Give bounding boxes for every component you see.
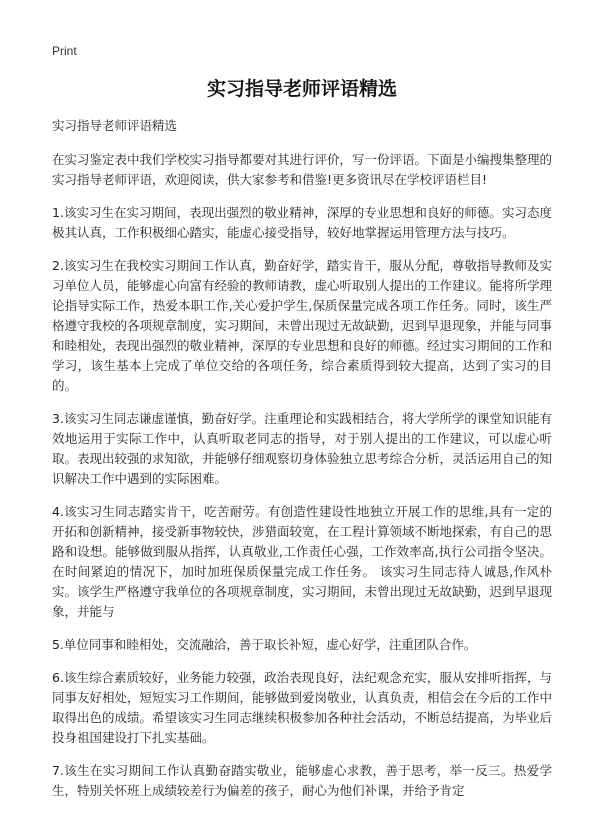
document-title: 实习指导老师评语精选: [206, 78, 397, 100]
comment-item-4: 4.该实习生同志踏实肯干，吃苦耐劳。有创造性建设性地独立开展工作的思维,具有一定的开拓和创新精神，接受新事物较快，涉猎面较宽，在工程计算领域不断地探索，有自己的思路和设想。能够做到服从指挥，认真敬业,工作责任心强，工作效率高,执行公司指令坚决。在时间紧迫的情况下，加时加班保质保量完成工作任务。 该实习生同志待人诚恳,作风朴实。该学生严格遵守我单位的各项规章制度，实习期间，未曾出现过无故缺勤，迟到早退现象，并能与: [52, 504, 553, 619]
comment-item-2: 2.该实习生在我校实习期间工作认真，勤奋好学，踏实肯干，服从分配，尊敬指导教师及实习单位人员，能够虚心向富有经验的教师请教，虚心听取别人提出的工作建议。能将所学理论指导实际工作，热爱本职工作,关心爱护学生,保质保量完成各项工作任务。同时，该生严格遵守我校的各项规章制度，实习期间，未曾出现过无故缺勤，迟到早退现象，并能与同事和睦相处，表现出强烈的敬业精神，深厚的专业思想和良好的师德。经过实习期间的工作和学习，该生基本上完成了单位交给的各项任务，综合素质得到较大提高，达到了实习的目的。: [52, 258, 553, 393]
document-subtitle: 实习指导老师评语精选: [52, 118, 178, 133]
comment-item-7: 7.该生在实习期间工作认真勤奋踏实敬业，能够虚心求教，善于思考，举一反三。热爱学生，特别关怀班上成绩较差行为偏差的孩子，耐心为他们补课，并给予肯定: [52, 763, 552, 798]
comment-item-6: 6.该生综合素质较好，业务能力较强，政治表现良好，法纪观念充实，服从安排听指挥，与同事友好相处，短短实习工作期间，能够做到爱岗敬业，认真负责，相信会在今后的工作中取得出色的成绩。希望该实习生同志继续积极参加各种社会活动，不断总结提高，为毕业后投身祖国建设打下扎实基础。: [52, 670, 553, 745]
comment-item-1: 1.该实习生在实习期间，表现出强烈的敬业精神，深厚的专业思想和良好的师德。实习态度极其认真，工作积极细心踏实，能虚心接受指导，较好地掌握运用管理方法与技巧。: [52, 205, 552, 240]
intro-paragraph: 在实习鉴定表中我们学校实习指导都要对其进行评价，写一份评语。下面是小编搜集整理的实习指导老师评语，欢迎阅读，供大家参考和借鉴!更多资讯尽在学校评语栏目!: [52, 152, 553, 187]
comment-item-3: 3.该实习生同志谦虚谨慎，勤奋好学。注重理论和实践相结合，将大学所学的课堂知识能有效地运用于实际工作中，认真听取老同志的指导，对于别人提出的工作建议，可以虚心听取。表现出较强的求知欲，并能够仔细观察切身体验独立思考综合分析，灵活运用自己的知识解决工作中遇到的实际困难。: [52, 411, 553, 486]
comment-item-5: 5.单位同事和睦相处，交流融洽，善于取长补短，虚心好学，注重团队合作。: [52, 637, 477, 652]
print-label[interactable]: Print: [52, 44, 77, 58]
